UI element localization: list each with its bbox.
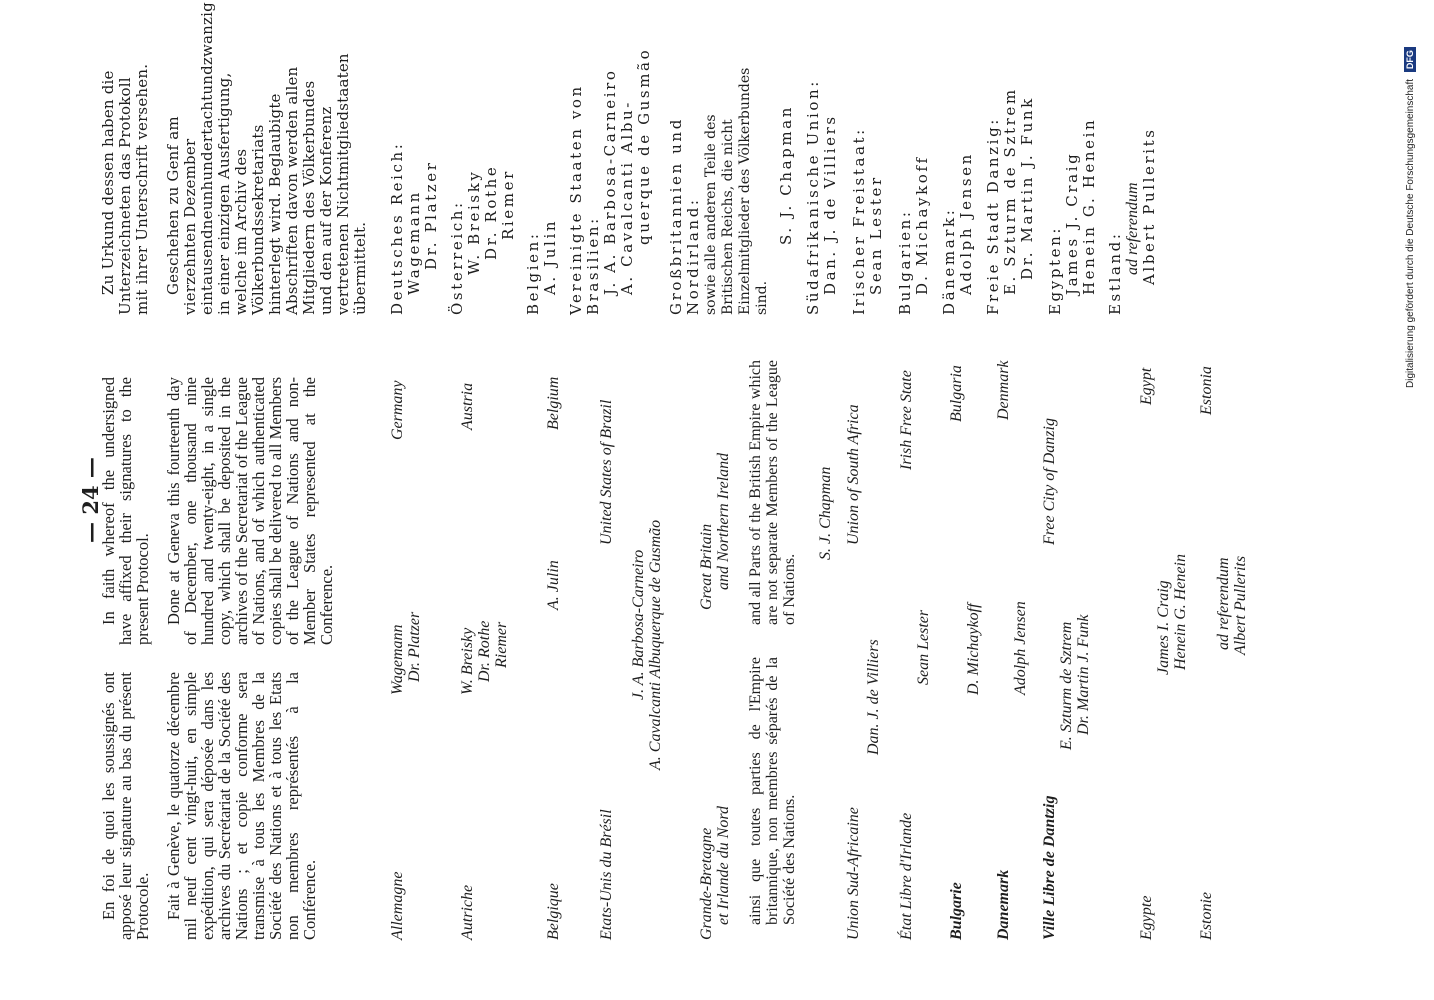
de-state-brasilien-1: Vereinigte Staaten von [567,84,585,315]
sig-craig: James I. Craig [1155,580,1172,675]
de-sig-rothe: Dr. Rothe [482,164,500,260]
dfg-logo: DFG [1404,47,1416,72]
de-sig-adref: ad referendum [1124,182,1141,275]
french-text-column [100,672,332,940]
fr-state-belgique: Belgique [545,883,562,940]
de-state-reich: Deutsches Reich: [388,141,406,315]
de-state-suedafrika: Südafrikanische Union: [804,79,822,315]
de-sig-cavalcanti-2: querque de Gusmão [635,47,653,245]
de-sig-villiers: Dan. J. de Villiers [821,114,839,295]
de-state-irisch: Irischer Freistaat: [850,127,868,315]
sig-michaykoff: D. Michaykoff [965,603,982,695]
fr-state-egypte: Egypte [1138,895,1155,940]
en-state-brazil: United States of Brazil [598,399,615,545]
sig-sztrem: E. Szturm de Sztrem [1058,621,1075,750]
en-state-irish: Irish Free State [898,370,915,470]
de-sig-michaykoff: D. Michaykoff [913,155,931,295]
german-paragraph-2: Geschehen zu Genf am vierzehnten Dezember eintausendneunhundertachtundzwanzig in einer einzigen Ausfertigung, welche im Archiv des Völkerbundssekretariats hinterlegt wird. Beglaubigte Abschriften davon werden allen Mitgliedern des Völkerbundes und den auf der Konferenz vertretenen Nichtmitgliedstaaten übermittelt. [164,2,369,315]
sig-rothe: Dr. Rothe [476,620,493,682]
sig-funk: Dr. Martin J. Funk [1075,614,1092,735]
fr-state-gb-2: et Irlande du Nord [715,806,732,925]
de-sig-chapman: S. J. Chapman [777,105,795,245]
french-paragraph-2: Fait à Genève, le quatorze décembre mil neuf cent vingt-huit, en simple expédition, qui sera déposée dans les archives du Secrétariat de la Société des Nations ; et copie conforme sera transmise à tous les Membres de la Société des Nations et à tous les Etats non membres représentés à la Conférence. [164,672,319,940]
de-sig-julin: A. Julin [541,218,559,295]
de-state-aegypten: Egypten: [1046,225,1064,315]
sig-breisky: W. Breisky [459,627,476,695]
page-number: — 24 — [78,457,103,543]
de-state-belgien: Belgien: [524,231,542,315]
en-state-bulgaria: Bulgaria [948,365,965,422]
de-sig-platzer: Dr. Platzer [422,160,440,270]
en-state-south-africa: Union of South Africa [845,404,862,545]
fr-state-gb-1: Grande-Bretagne [698,827,715,940]
de-sig-craig: James J. Craig [1063,151,1081,295]
sig-riemer: Riemer [493,621,510,668]
en-state-danzig: Free City of Danzig [1041,418,1058,545]
de-sig-jensen: Adolph Jensen [957,152,975,295]
sig-platzer: Dr. Platzer [406,611,423,682]
de-sig-riemer: Riemer [499,169,517,240]
de-state-brasilien-2: Brasilien: [584,216,602,315]
sig-jensen: Adolph Jensen [1012,601,1029,695]
de-state-estland: Estland: [1106,231,1124,315]
de-sig-breisky: W. Breisky [465,169,483,275]
de-gb-note: sowie alle anderen Teile des Britischen Reichs, die nicht Einzelmitglieder des Völkerbundes sind. [703,67,770,315]
de-sig-funk: Dr. Martin J. Funk [1018,96,1036,280]
funding-sidebar [1404,8,1426,388]
sig-henein: Henein G. Henein [1172,554,1189,670]
en-gb-note: and all Parts of the British Empire which are not separate Members of the League of Nations. [747,360,798,625]
de-sig-sztrem: E. Szturm de Sztrem [1001,87,1019,295]
sig-wagemann: Wagemann [389,624,406,695]
german-paragraph-1: Zu Urkund dessen haben die Unterzeichneten das Protokoll mit ihrer Unterschrift versehen. [99,63,151,315]
de-sig-pullerits: Albert Pullerits [1140,127,1158,285]
fr-state-autriche: Autriche [459,884,476,940]
en-state-gb-1: Great Britain [698,523,715,610]
de-sig-barbosa: J. A. Barbosa-Carneiro [601,68,619,295]
en-state-belgium: Belgium [545,376,562,430]
sig-julin: A. Julin [545,560,562,610]
de-sig-cavalcanti-1: A. Cavalcanti Albu- [618,100,636,295]
fr-state-allemagne: Allemagne [389,871,406,940]
en-state-estonia: Estonia [1198,366,1215,415]
de-state-danzig: Freie Stadt Danzig: [984,117,1002,315]
en-state-gb-2: and Northern Ireland [715,452,732,590]
en-state-austria: Austria [459,382,476,430]
fr-state-estonie: Estonie [1198,892,1215,940]
de-state-daenemark: Dänemark: [940,207,958,315]
de-sig-wagemann: Wagemann [405,190,423,295]
sig-pullerits: Albert Pullerits [1232,555,1249,655]
fr-state-bulgarie: Bulgarie [948,882,965,940]
de-sig-henein: Henein G. Henein [1080,117,1098,295]
en-state-germany: Germany [389,380,406,440]
sig-barbosa: J. A. Barbosa-Carneiro [630,549,647,700]
funding-note: Digitalisierung gefördert durch die Deutsche Forschungsgemeinschaft [1405,78,1416,388]
english-paragraph-2: Done at Geneva this fourteenth day of December, one thousand nine hundred and twenty-eight, in a single copy, which shall be deposited in the archives of the Secretariat of the League of Nations, and of which authenticated copies shall be delivered to all Members of the League of Nations and non-Member States represented at the Conference. [164,377,336,645]
fr-state-sud-afrique: Union Sud-Africaine [845,807,862,940]
sig-chapman: S. J. Chapman [817,466,834,560]
french-paragraph-1: En foi de quoi les soussignés ont apposé leur signature au bas du présent Protocole. [99,672,152,940]
sig-cavalcanti: A. Cavalcanti Albuquerque de Gusmão [647,519,664,770]
en-state-egypt: Egypt [1138,367,1155,405]
de-state-oesterreich: Österreich: [448,200,466,315]
fr-state-danemark: Danemark [995,869,1012,940]
german-text-column [99,2,383,315]
de-sig-lester: Sean Lester [867,175,885,295]
de-state-gb-1: Großbritannien und [667,117,685,315]
de-state-bulgarien: Bulgarien: [896,209,914,315]
sig-villiers: Dan. J. de Villiers [865,639,882,755]
en-state-denmark: Denmark [995,360,1012,420]
sig-adref: ad referendum [1215,557,1232,650]
fr-state-dantzig: Ville Libre de Dantzig [1041,795,1058,940]
de-state-gb-2: Nordirland: [684,197,702,315]
fr-state-irlande: État Libre d'Irlande [898,812,915,940]
sig-lester: Sean Lester [915,609,932,685]
fr-state-bresil: Etats-Unis du Brésil [598,809,615,940]
fr-gb-note: ainsi que toutes parties de l'Empire britannique, non membres séparés de la Société des Nations. [747,657,798,925]
english-paragraph-1: In faith whereof the undersigned have affixed their signatures to the present Protocol. [99,377,152,645]
signature-list [385,0,1285,1000]
english-text-column [100,377,349,645]
